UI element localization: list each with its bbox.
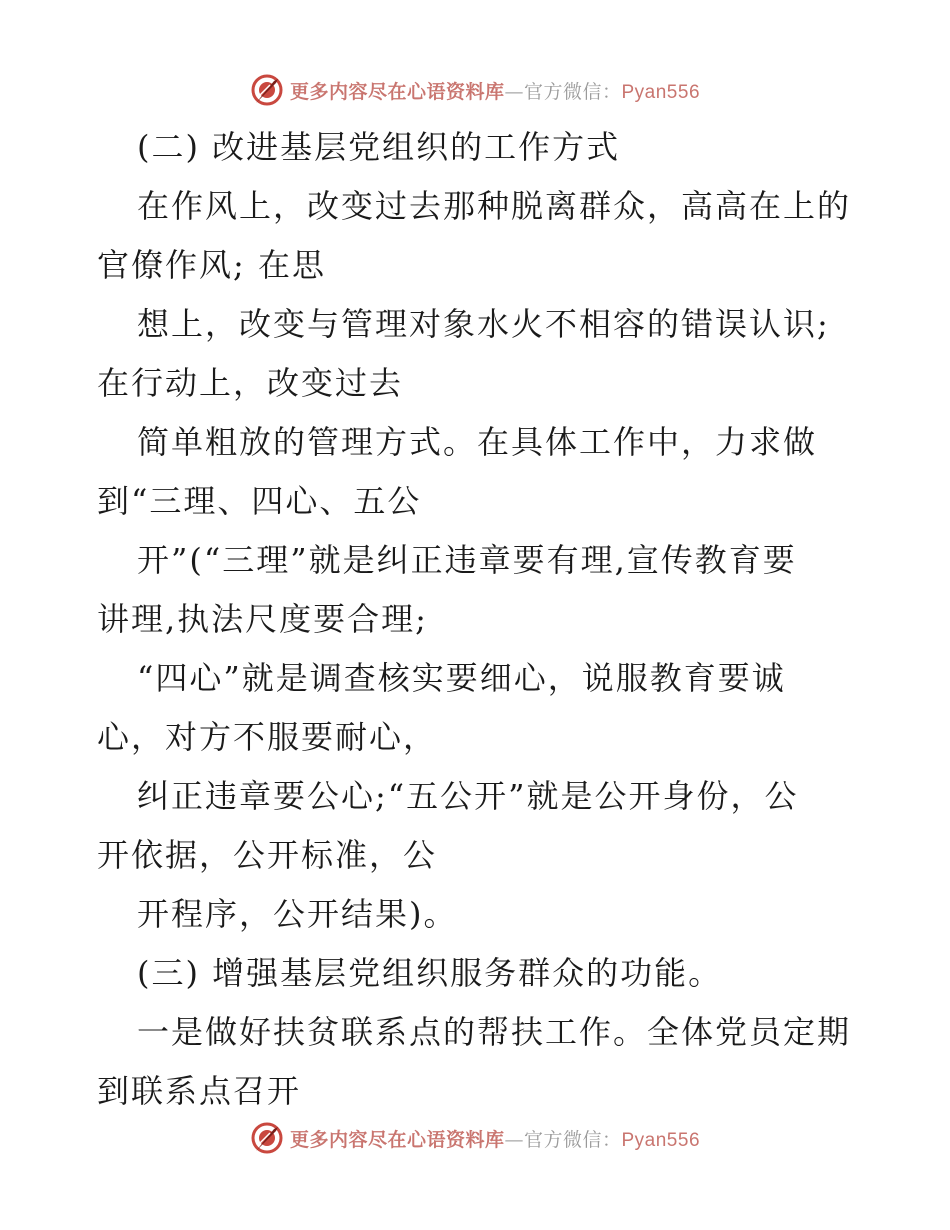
text-line: 开”(“三理”就是纠正违章要有理,宣传教育要 [137, 541, 797, 579]
text-line: (二) 改进基层党组织的工作方式 [137, 128, 621, 166]
watermark-header [0, 70, 950, 110]
watermark-wechat-id: Pyan556 [621, 81, 701, 103]
text-line: 到“三理、四心、五公 [97, 482, 422, 520]
quill-logo-icon [250, 1121, 284, 1155]
text-line: 开依据，公开标准，公 [97, 836, 438, 874]
text-line: 官僚作风; 在思 [97, 246, 326, 284]
text-line: 讲理,执法尺度要合理; [97, 600, 428, 638]
watermark-site-name: 更多内容尽在心语资料库 [289, 80, 505, 103]
watermark-footer [0, 1118, 950, 1158]
text-line: (三) 增强基层党组织服务群众的功能。 [137, 954, 723, 992]
watermark-wechat-label: 官方微信： [523, 80, 622, 103]
watermark-wechat-id: Pyan556 [621, 1129, 701, 1151]
text-line: 纠正违章要公心;“五公开”就是公开身份，公 [137, 777, 799, 815]
text-line: 到联系点召开 [97, 1072, 302, 1110]
text-line: 在作风上，改变过去那种脱离群众，高高在上的 [137, 187, 852, 225]
quill-logo-icon [250, 73, 284, 107]
text-line: 开程序，公开结果)。 [137, 895, 458, 933]
document-body [97, 118, 857, 1121]
text-line: 简单粗放的管理方式。在具体工作中，力求做 [137, 423, 818, 461]
watermark-dash: — [504, 80, 524, 103]
watermark-site-name: 更多内容尽在心语资料库 [289, 1128, 505, 1151]
text-line: “四心”就是调查核实要细心，说服教育要诚 [137, 659, 786, 697]
text-line: 在行动上，改变过去 [97, 364, 404, 402]
text-line: 心，对方不服要耐心， [97, 718, 438, 756]
text-line: 想上，改变与管理对象水火不相容的错误认识; [137, 305, 830, 343]
watermark-dash: — [504, 1128, 524, 1151]
watermark-wechat-label: 官方微信： [523, 1128, 622, 1151]
text-line: 一是做好扶贫联系点的帮扶工作。全体党员定期 [137, 1013, 852, 1051]
